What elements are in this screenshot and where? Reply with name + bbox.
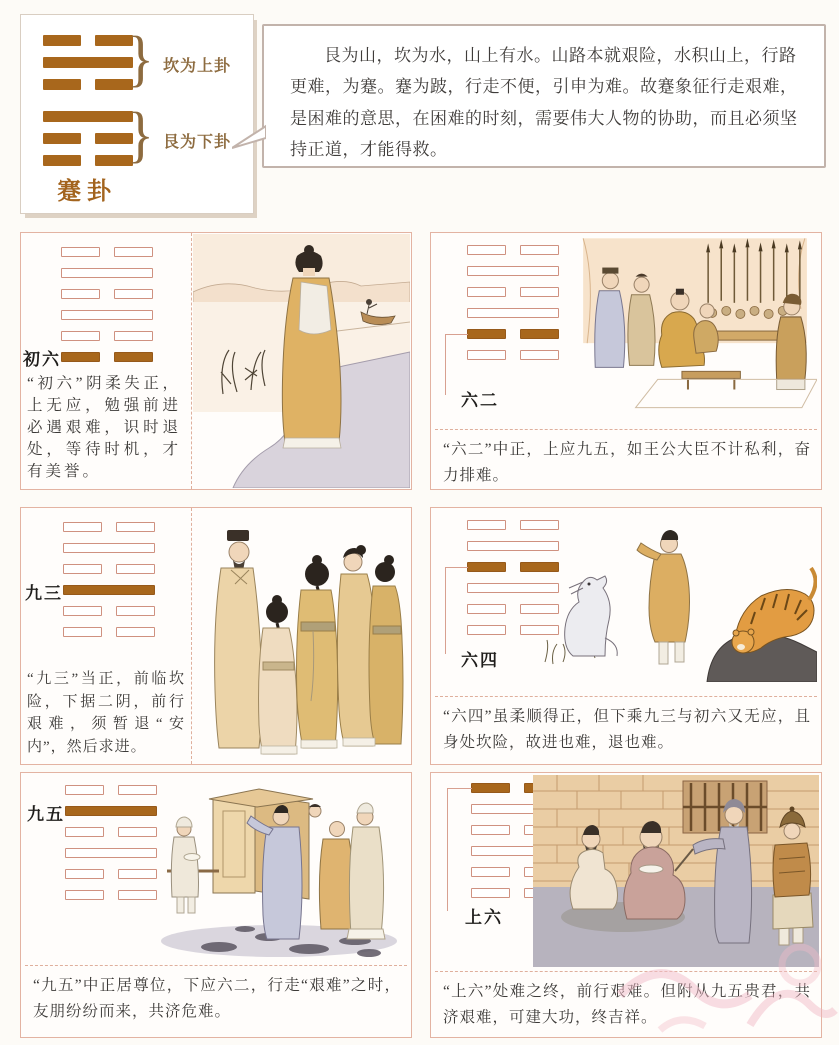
panel-jiusan: [20, 507, 412, 765]
hexagram-line-broken: [43, 133, 133, 144]
illustration-wolf-man-tiger: [539, 516, 817, 682]
panel-jiuwu: [20, 772, 412, 1038]
line-commentary: “六二”中正，上应九五，如王公大臣不计私利，奋力排难。: [443, 441, 811, 484]
hexagram-line-broken: [61, 289, 153, 299]
illustration-prison-wall: [533, 775, 819, 967]
hexagram-line-broken: [65, 869, 157, 879]
hexagram-line-solid: [43, 111, 133, 122]
line-label: 六二: [461, 391, 499, 411]
label-bracket: [445, 567, 468, 654]
panel-liusi: [430, 507, 822, 765]
line-label: 九三: [25, 584, 63, 604]
hexagram-line-broken: [43, 35, 133, 46]
hexagram-line-broken: [61, 247, 153, 257]
hexagram-line-broken: [467, 287, 559, 297]
lower-trigram-label: 艮为下卦: [163, 132, 232, 151]
label-bracket: [447, 788, 472, 911]
illustration-official-and-women: [193, 510, 410, 762]
hexagram-line-broken: [61, 331, 153, 341]
panel-divider: [191, 233, 192, 489]
hexagram-line-solid: [61, 310, 153, 320]
hexagram-line-broken: [65, 785, 157, 795]
hexagram-line-solid: [43, 57, 133, 68]
hexagram-title: 蹇卦: [57, 177, 117, 205]
panel-divider: [435, 429, 817, 430]
hexagram-line-solid: [61, 268, 153, 278]
line-commentary: “上六”处难之终，前行艰难。但附从九五贵君，共济艰难，可建大功，终吉祥。: [443, 983, 811, 1026]
upper-brace-glyph: }: [127, 24, 154, 94]
illustration-court-ministers: [565, 237, 817, 413]
intro-text: 艮为山，坎为水，山上有水。山路本就艰险，水积山上，行路更难，为蹇。蹇为跛，行走不便，引申为难。故蹇象征行走艰难，是困难的意思，在困难的时刻，需要伟大人物的协助，而且必须坚持正道，才能得救。: [290, 46, 798, 160]
line-commentary: “六四”虽柔顺得正，但下乘九三与初六又无应，且身处坎险，故进也难，退也难。: [443, 708, 811, 751]
hexagram-line-broken: [63, 606, 155, 616]
hexagram-line-solid: [63, 585, 155, 595]
hexagram-line-solid: [65, 806, 157, 816]
line-label: 初六: [23, 350, 61, 370]
hexagram-diagram: [63, 522, 155, 648]
intro-speech-bubble: [262, 24, 826, 168]
hexagram-diagram: [467, 245, 559, 371]
illustration-riverbank-figure: [193, 234, 410, 488]
hexagram-line-solid: [467, 308, 559, 318]
panel-divider: [435, 971, 817, 972]
hexagram-line-broken: [43, 79, 133, 90]
hexagram-line-broken: [65, 890, 157, 900]
panel-divider: [191, 508, 192, 764]
line-commentary: “九五”中正居尊位，下应六二，行走“艰难”之时，友朋纷纷而来，共济危难。: [33, 977, 401, 1020]
hexagram-line-solid: [467, 266, 559, 276]
panel-liuer: [430, 232, 822, 490]
hexagram-line-broken: [63, 627, 155, 637]
hexagram-line-solid: [63, 543, 155, 553]
line-label: 上六: [465, 908, 503, 928]
line-commentary: “九三”当正，前临坎险，下据二阴，前行艰难，须暂退“安内”，然后求进。: [27, 671, 185, 755]
panel-chuliu: [20, 232, 412, 490]
illustration-sedan-chair: [157, 777, 407, 961]
hexagram-line-broken: [467, 350, 559, 360]
line-label: 九五: [27, 805, 65, 825]
panel-divider: [25, 965, 407, 966]
upper-trigram-label: 坎为上卦: [163, 56, 232, 75]
line-label: 六四: [461, 651, 499, 671]
lower-brace-glyph: }: [127, 100, 154, 170]
line-commentary: “初六”阴柔失正，上无应，勉强前进必遇艰难，识时退处，等待时机，才有美誉。: [27, 375, 181, 480]
hexagram-summary-box: [20, 14, 254, 214]
main-hexagram-diagram: [43, 35, 133, 177]
speech-bubble-tail: [232, 122, 266, 152]
hexagram-diagram: [61, 247, 153, 373]
hexagram-line-broken: [467, 245, 559, 255]
hexagram-diagram: [65, 785, 157, 911]
hexagram-line-broken: [43, 155, 133, 166]
hexagram-line-broken: [61, 352, 153, 362]
hexagram-line-broken: [65, 827, 157, 837]
hexagram-line-broken: [63, 522, 155, 532]
hexagram-line-solid: [65, 848, 157, 858]
panel-divider: [435, 696, 817, 697]
panel-shangliu: [430, 772, 822, 1038]
hexagram-line-broken: [63, 564, 155, 574]
hexagram-line-broken: [467, 329, 559, 339]
